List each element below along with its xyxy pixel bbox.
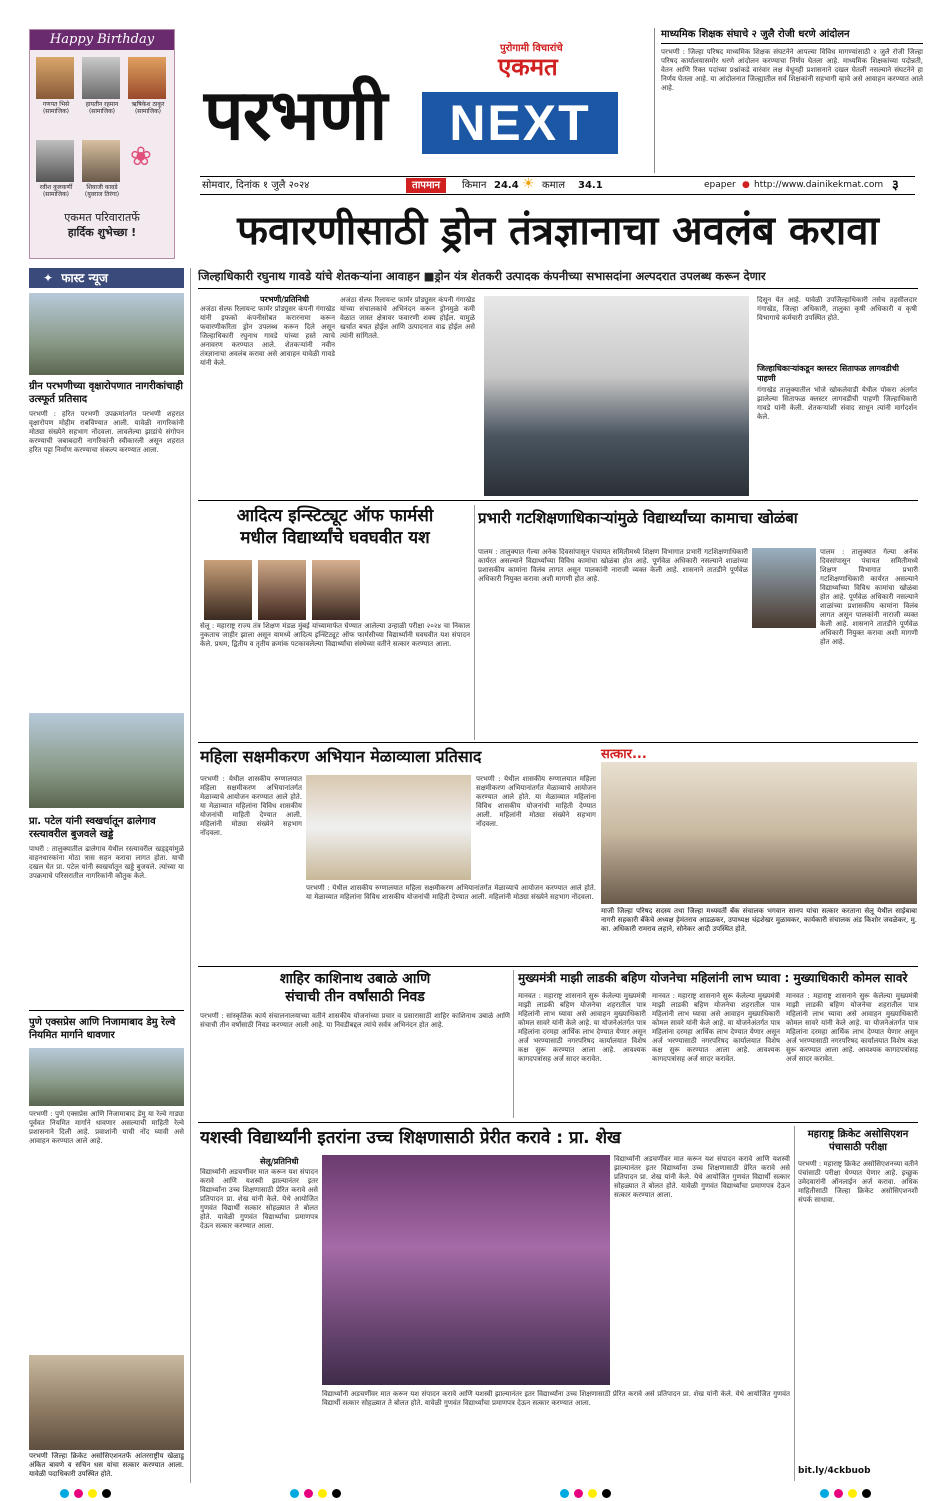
train-photo <box>29 1048 184 1106</box>
temp-max-value: 34.1 <box>578 180 603 191</box>
yashasvi-body-2: विद्यार्थ्यांनी अडचणींवर मात करून यश संपादन करावे आणि यशस्वी झाल्यानंतर इतर विद्यार्थ्यांना उच्च शिक्षणासाठी प्रेरित करावे असे प्रतिपादन प्रा. शेख यांनी केले. येथे आयोजित गुणवंत विद्यार्थी सत्कार सोहळ्यात ते बोलत होते. यावेळी गुणवंत विद्यार्थ्यांचा प्रमाणपत्र देऊन सत्कार करण्यात आला. <box>614 1155 790 1199</box>
masthead <box>200 40 630 175</box>
ladki-title: मुख्यमंत्री माझी लाडकी बहिण योजनेचा महिलांनी लाभ घ्यावा : मुख्याधिकारी कोमल सावरे <box>518 971 908 985</box>
masthead-tagline: पुरोगामी विचारांचे <box>500 43 563 54</box>
fast-news-2-title: प्रा. पटेल यांनी स्वखर्चातून ढालेगाव रस्त्यावरील बुजवले खड्डे <box>29 816 156 840</box>
fast-news-header <box>29 268 184 288</box>
temp-max-label: कमाल <box>542 180 566 191</box>
cricket-body: परभणी : महाराष्ट्र क्रिकेट असोसिएशनच्या वतीने पंचांसाठी परीक्षा घेण्यात येणार आहे. इच्छुक उमेदवारांनी ऑनलाईन अर्ज करावा. अधिक माहितीसाठी जिल्हा क्रिकेट असोसिएशनशी संपर्क साधावा. <box>798 1160 918 1204</box>
main-col-2: अजंठा सेल्फ रिलायन्ट फार्मर प्रोड्युसर कंपनी गंगाखेड यांच्या संचालकांचे अभिनंदन करून ड्रोनमुळे कमी वेळात जास्त क्षेत्रावर फवारणी शक्य होईल. यामुळे खर्चात बचत होईल आणि उत्पादनात वाढ होईल असे त्यांनी सांगितले. <box>340 296 475 340</box>
main-subhead: जिल्हाधिकारी रघुनाथ गावडे यांचे शेतकऱ्यांना आवाहन ■ड्रोन यंत्र शेतकरी उत्पादक कंपनीच्या सभासदांना अल्पदरात उपलब्ध करून देणार <box>198 269 766 283</box>
masthead-city: परभणी <box>204 74 387 156</box>
mahila-photo <box>306 775 471 880</box>
shahir-title-1: शाहिर काशिनाथ उबाळे आणि <box>279 971 431 987</box>
main-col-1: अजंठा सेल्फ रिलायन्ट फार्मर प्रोड्युसर कंपनी गंगाखेड यांनी इफको कंपनीसोबत करारनामा करून फवारणीकरिता ड्रोन उपलब्ध करून दिले असून जिल्हाधिकारी रघुनाथ गावडे यांच्या हस्ते त्याचे अनावरण करण्यात आले. शेतकऱ्यांनी नवीन तंत्रज्ञानाचा अवलंब करावा असे आवाहन यावेळी गावडे यांनी केले. <box>200 305 335 367</box>
yashasvi-body-1: विद्यार्थ्यांनी अडचणींवर मात करून यश संपादन करावे आणि यशस्वी झाल्यानंतर इतर विद्यार्थ्यांना उच्च शिक्षणासाठी प्रेरित करावे असे प्रतिपादन प्रा. शेख यांनी केले. येथे आयोजित गुणवंत विद्यार्थी सत्कार सोहळ्यात ते बोलत होते. यावेळी गुणवंत विद्यार्थ्यांचा प्रमाणपत्र देऊन सत्कार करण्यात आला. <box>200 1168 318 1230</box>
yashasvi-body-3: विद्यार्थ्यांनी अडचणींवर मात करून यश संपादन करावे आणि यशस्वी झाल्यानंतर इतर विद्यार्थ्यांना उच्च शिक्षणासाठी प्रेरित करावे असे प्रतिपादन प्रा. शेख यांनी केले. येथे आयोजित गुणवंत विद्यार्थी सत्कार सोहळ्यात ते बोलत होते. यावेळी गुणवंत विद्यार्थ्यांचा प्रमाणपत्र देऊन सत्कार करण्यात आला. <box>322 1390 790 1407</box>
sun-icon: ☀ <box>522 176 535 192</box>
main-headline: फवारणीसाठी ड्रोन तंत्रज्ञानाचा अवलंब करावा <box>237 208 879 254</box>
ladki-body-1: मानवत : महाराष्ट्र शासनाने सुरू केलेल्या मुख्यमंत्री माझी लाडकी बहिण योजनेचा शहरातील पात्र महिलांनी लाभ घ्यावा असे आवाहन मुख्याधिकारी कोमल सावरे यांनी केले आहे. या योजनेअंतर्गत पात्र महिलांना दरमहा आर्थिक लाभ देण्यात येणार असून अर्ज भरण्यासाठी नगरपरिषद कार्यालयात विशेष कक्ष सुरू करण्यात आला आहे. आवश्यक कागदपत्रांसह अर्ज सादर करावेत. <box>518 992 646 1063</box>
main-col-3b: गंगाखेड तालुक्यातील भोजे खोकलेवाडी येथील पोकरा अंतर्गत झालेल्या सिताफळ क्लस्टर लागवडीची पाहणी जिल्हाधिकारी गावडे यांनी केली. शेतकऱ्यांशी संवाद साधून त्यांनी मार्गदर्शन केले. <box>757 386 917 421</box>
satkar-photo <box>601 762 917 904</box>
issue-date: सोमवार, दिनांक १ जुलै २०२४ <box>202 180 310 191</box>
main-byline: परभणी/प्रतिनिधी <box>260 295 309 304</box>
color-registration-strip <box>0 1487 945 1501</box>
fast-news-3-title: पुणे एक्सप्रेस आणि निजामाबाद डेमु रेल्वे नियमित मार्गाने धावणार <box>29 1017 176 1041</box>
satkar-caption: माजी जिल्हा परिषद सदस्य तथा जिल्हा मध्यवर्ती बँक संचालक भगवान सानप यांचा सत्कार करताना सेलू येथील साईबाबा नागरी सहकारी बँकेचे अध्यक्ष हेमंतराव आडळकर, उपाध्यक्ष चंद्रशेखर मुळावकर, कार्यकारी संचालक अंड किशोर जवळेकर, मु. का. अधिकारी रामराव लहाने, सोनेकर आदी उपस्थित होते. <box>601 907 917 933</box>
cricket-felicitation-photo <box>29 1355 184 1450</box>
main-subhead-2: जिल्हाधिकाऱ्यांकडून क्लस्टर सिताफळ लागवडीची पाहणी <box>757 364 899 383</box>
birthday-photo-1 <box>36 57 74 99</box>
birthday-box <box>29 29 175 259</box>
top-right-story <box>654 28 923 173</box>
masthead-next: NEXT <box>422 92 618 154</box>
fast-news-4-caption: परभणी जिल्हा क्रिकेट असोसिएशनतर्फे आंतरराष्ट्रीय खेळाडू अंकित बावणे व सचिन धस यांचा सत्कार करण्यात आला. यावेळी पदाधिकारी उपस्थित होते. <box>29 1452 184 1478</box>
aditya-body: सेलू : महाराष्ट्र राज्य तंत्र शिक्षण मंडळ मुंबई यांच्यामार्फत घेण्यात आलेल्या उन्हाळी परीक्षा २०२४ चा निकाल नुकताच जाहीर झाला असून यामध्ये आदित्य इन्स्टिट्यूट ऑफ फार्मसीच्या विद्यार्थ्यांनी घवघवीत यश संपादन केले. प्रथम, द्वितीय व तृतीय क्रमांक पटकावलेल्या विद्यार्थ्यांचा संस्थेच्या वतीने सत्कार करण्यात आला. <box>200 622 470 648</box>
yashasvi-byline: सेलू/प्रतिनिधी <box>260 1157 299 1166</box>
fast-news-label: फास्ट न्यूज <box>61 271 108 285</box>
mahila-body-2: परभणी : येथील शासकीय रुग्णालयात महिला सक्षमीकरण अभियानांतर्गत मेळाव्याचे आयोजन करण्यात आले होते. या मेळाव्यात महिलांना विविध शासकीय योजनांची माहिती देण्यात आली. महिलांनी मोठ्या संख्येने सहभाग नोंदवला. <box>476 775 596 828</box>
birthday-photo-3 <box>128 57 166 99</box>
epaper-label: epaper <box>704 180 736 190</box>
fast-news-3-body: परभणी : पुणे एक्सप्रेस आणि निजामाबाद डेमु या रेल्वे गाड्या पूर्ववत नियमित मार्गाने धावणार असल्याची माहिती रेल्वे प्रशासनाने दिली आहे. प्रवाशांनी याची नोंद घ्यावी असे आवाहन करण्यात आले आहे. <box>29 1110 184 1145</box>
news-icon: ✦ <box>43 271 54 285</box>
satkar-label: सत्कार... <box>601 747 647 762</box>
mahila-body: परभणी : येथील शासकीय रुग्णालयात महिला सक्षमीकरण अभियानांतर्गत मेळाव्याचे आयोजन करण्यात आले होते. या मेळाव्यात महिलांना विविध शासकीय योजनांची माहिती देण्यात आली. महिलांनी मोठ्या संख्येने सहभाग नोंदवला. <box>200 775 302 837</box>
birthday-wish-1: एकमत परिवारातर्फे <box>64 211 140 224</box>
fast-news-1-title: ग्रीन परभणीच्या वृक्षारोपणात नागरीकांचाही उत्स्फूर्त प्रतिसाद <box>29 381 183 405</box>
student-photo-2 <box>258 560 306 620</box>
mahila-body-3: परभणी : येथील शासकीय रुग्णालयात महिला सक्षमीकरण अभियानांतर्गत मेळाव्याचे आयोजन करण्यात आले होते. या मेळाव्यात महिलांना विविध शासकीय योजनांची माहिती देण्यात आली. महिलांनी मोठ्या संख्येने सहभाग नोंदवला. <box>306 884 596 901</box>
temperature-label: तापमान <box>406 178 446 193</box>
birthday-role-4: (सामाजिक) <box>42 191 70 198</box>
student-photo-3 <box>312 560 360 620</box>
shahir-title-2: संचाची तीन वर्षांसाठी निवड <box>285 989 425 1005</box>
birthday-photo-5 <box>82 140 120 182</box>
birthday-title: Happy Birthday <box>30 30 174 50</box>
main-col-3: दिसून येत आहे. यावेळी उपजिल्हाधिकारी तसेच तहसीलदार गंगाखेड, जिल्हा अधिकारी, तालुका कृषी अधिकारी व कृषी विभागाचे कर्मचारी उपस्थित होते. <box>757 296 917 322</box>
yashasvi-title: यशस्वी विद्यार्थ्यांनी इतरांना उच्च शिक्षणासाठी प्रेरीत करावे : प्रा. शेख <box>200 1128 621 1148</box>
ladki-body-3: मानवत : महाराष्ट्र शासनाने सुरू केलेल्या मुख्यमंत्री माझी लाडकी बहिण योजनेचा शहरातील पात्र महिलांनी लाभ घ्यावा असे आवाहन मुख्याधिकारी कोमल सावरे यांनी केले आहे. या योजनेअंतर्गत पात्र महिलांना दरमहा आर्थिक लाभ देण्यात येणार असून अर्ज भरण्यासाठी नगरपरिषद कार्यालयात विशेष कक्ष सुरू करण्यात आला आहे. आवश्यक कागदपत्रांसह अर्ज सादर करावेत. <box>786 992 918 1063</box>
birthday-name-3: ऋषिकेश ठाकूर <box>131 101 165 108</box>
cricket-link[interactable]: bit.ly/4ckbuob <box>798 1466 871 1476</box>
drone-photo <box>484 296 749 496</box>
prabhari-body: पालम : तालुक्यात गेल्या अनेक दिवसांपासून पंचायत समितीमध्ये शिक्षण विभागात प्रभारी गटशिक्षणाधिकारी कार्यरत असल्याने विद्यार्थ्यांच्या विविध कामांचा खोळंबा होत आहे. पूर्णवेळ अधिकारी नसल्याने शाळांच्या प्रशासकीय कामांना विलंब लागत असून पालकांनी नाराजी व्यक्त केली आहे. शासनाने तातडीने पूर्णवेळ अधिकारी नियुक्त करावा अशी मागणी होत आहे. <box>478 548 748 583</box>
birthday-role-5: (युवराज तिरंगा) <box>84 191 120 198</box>
globe-icon: ● <box>742 180 750 190</box>
birthday-role-2: (सामाजिक) <box>88 108 116 115</box>
fast-news-1-body: परभणी : हरित परभणी उपक्रमांतर्गत परभणी शहरात वृक्षारोपण मोहीम राबविण्यात आली. यावेळी नागरिकांनी मोठ्या संख्येने सहभाग नोंदवला. लावलेल्या झाडांचे संगोपन करण्याची जबाबदारी नागरिकांनी स्वीकारली असून शहरात हरित पट्टा निर्माण करण्याचा संकल्प करण्यात आला. <box>29 410 184 454</box>
tree-plantation-photo <box>29 293 184 375</box>
flower-icon: ❀ <box>130 142 152 172</box>
shahir-body: परभणी : सांस्कृतिक कार्य संचालनालयाच्या वतीने शासकीय योजनांच्या प्रचार व प्रसारासाठी शाहिर काशिनाथ उबाळे आणि संचाची तीन वर्षांसाठी निवड करण्यात आली आहे. या निवडीबद्दल त्यांचे सर्वत्र अभिनंदन होत आहे. <box>200 1012 510 1029</box>
birthday-name-4: रवीश कुलकर्णी <box>39 184 73 191</box>
aditya-title-1: आदित्य इन्स्टिट्यूट ऑफ फार्मसी <box>236 506 434 526</box>
birthday-name-5: शिवाजी कावडे <box>86 184 118 191</box>
epaper-bar <box>630 176 915 195</box>
birthday-name-1: गणपत भिसे <box>42 101 70 108</box>
temp-min-value: 24.4 <box>494 180 519 191</box>
temp-min-label: किमान <box>462 180 487 191</box>
epaper-link[interactable]: http://www.dainikekmat.com <box>754 180 884 190</box>
fast-news-2-body: पाथरी : तालुक्यातील ढालेगाव येथील रस्त्यावरील खड्ड्यांमुळे वाहनधारकांना मोठा त्रास सहन करावा लागत होता. याची दखल घेत प्रा. पटेल यांनी स्वखर्चातून खड्डे बुजवले. त्यांच्या या उपक्रमाचे परिसरातील नागरिकांनी कौतुक केले. <box>29 845 184 880</box>
masthead-brand: एकमत <box>498 52 558 81</box>
yashasvi-photo <box>322 1155 610 1385</box>
road-repair-photo <box>29 713 184 808</box>
prabhari-title: प्रभारी गटशिक्षणाधिकाऱ्यांमुळे विद्यार्थ्यांच्या कामाचा खोळंबा <box>478 509 798 527</box>
date-bar <box>200 176 630 195</box>
top-right-title: माध्यमिक शिक्षक संघाचे २ जुलै रोजी धरणे आंदोलन <box>661 28 923 44</box>
page-number: ३ <box>892 178 899 193</box>
mahila-title: महिला सक्षमीकरण अभियान मेळाव्याला प्रतिसाद <box>200 747 482 766</box>
top-right-body: परभणी : जिल्हा परिषद माध्यमिक शिक्षक संघटनेने आपल्या विविध मागण्यांसाठी २ जुलै रोजी जिल्हा परिषद कार्यालयासमोर धरणे आंदोलन करण्याचा निर्णय घेतला आहे. माध्यमिक शिक्षकांच्या पदोन्नती, वेतन आणि रिक्त पदांच्या प्रश्नांकडे वारंवार लक्ष वेधूनही प्रशासनाने दखल घेतली नसल्याने संघटनेने हा निर्णय घेतला आहे. या आंदोलनात जिल्ह्यातील सर्व शिक्षकांनी सहभागी व्हावे असे आवाहन करण्यात आले आहे. <box>661 48 923 92</box>
aditya-title-2: मधील विद्यार्थ्यांचे घवघवीत यश <box>240 528 430 548</box>
birthday-name-2: हायतीन रहमान <box>85 101 119 108</box>
student-photo-1 <box>204 560 252 620</box>
birthday-photo-2 <box>82 57 120 99</box>
prabhari-body-2: पालम : तालुक्यात गेल्या अनेक दिवसांपासून पंचायत समितीमध्ये शिक्षण विभागात प्रभारी गटशिक्षणाधिकारी कार्यरत असल्याने विद्यार्थ्यांच्या विविध कामांचा खोळंबा होत आहे. पूर्णवेळ अधिकारी नसल्याने शाळांच्या प्रशासकीय कामांना विलंब लागत असून पालकांनी नाराजी व्यक्त केली आहे. शासनाने तातडीने पूर्णवेळ अधिकारी नियुक्त करावा अशी मागणी होत आहे. <box>820 548 918 646</box>
prabhari-photo <box>752 548 816 628</box>
birthday-wish-2: हार्दिक शुभेच्छा ! <box>67 226 137 239</box>
birthday-photo-4 <box>36 140 74 182</box>
ladki-body-2: मानवत : महाराष्ट्र शासनाने सुरू केलेल्या मुख्यमंत्री माझी लाडकी बहिण योजनेचा शहरातील पात्र महिलांनी लाभ घ्यावा असे आवाहन मुख्याधिकारी कोमल सावरे यांनी केले आहे. या योजनेअंतर्गत पात्र महिलांना दरमहा आर्थिक लाभ देण्यात येणार असून अर्ज भरण्यासाठी नगरपरिषद कार्यालयात विशेष कक्ष सुरू करण्यात आला आहे. आवश्यक कागदपत्रांसह अर्ज सादर करावेत. <box>652 992 780 1063</box>
birthday-role-1: (सामाजिक) <box>42 108 70 115</box>
birthday-role-3: (सामाजिक) <box>134 108 162 115</box>
cricket-title: महाराष्ट्र क्रिकेट असोसिएशन पंचासाठी परीक्षा <box>807 1129 909 1153</box>
